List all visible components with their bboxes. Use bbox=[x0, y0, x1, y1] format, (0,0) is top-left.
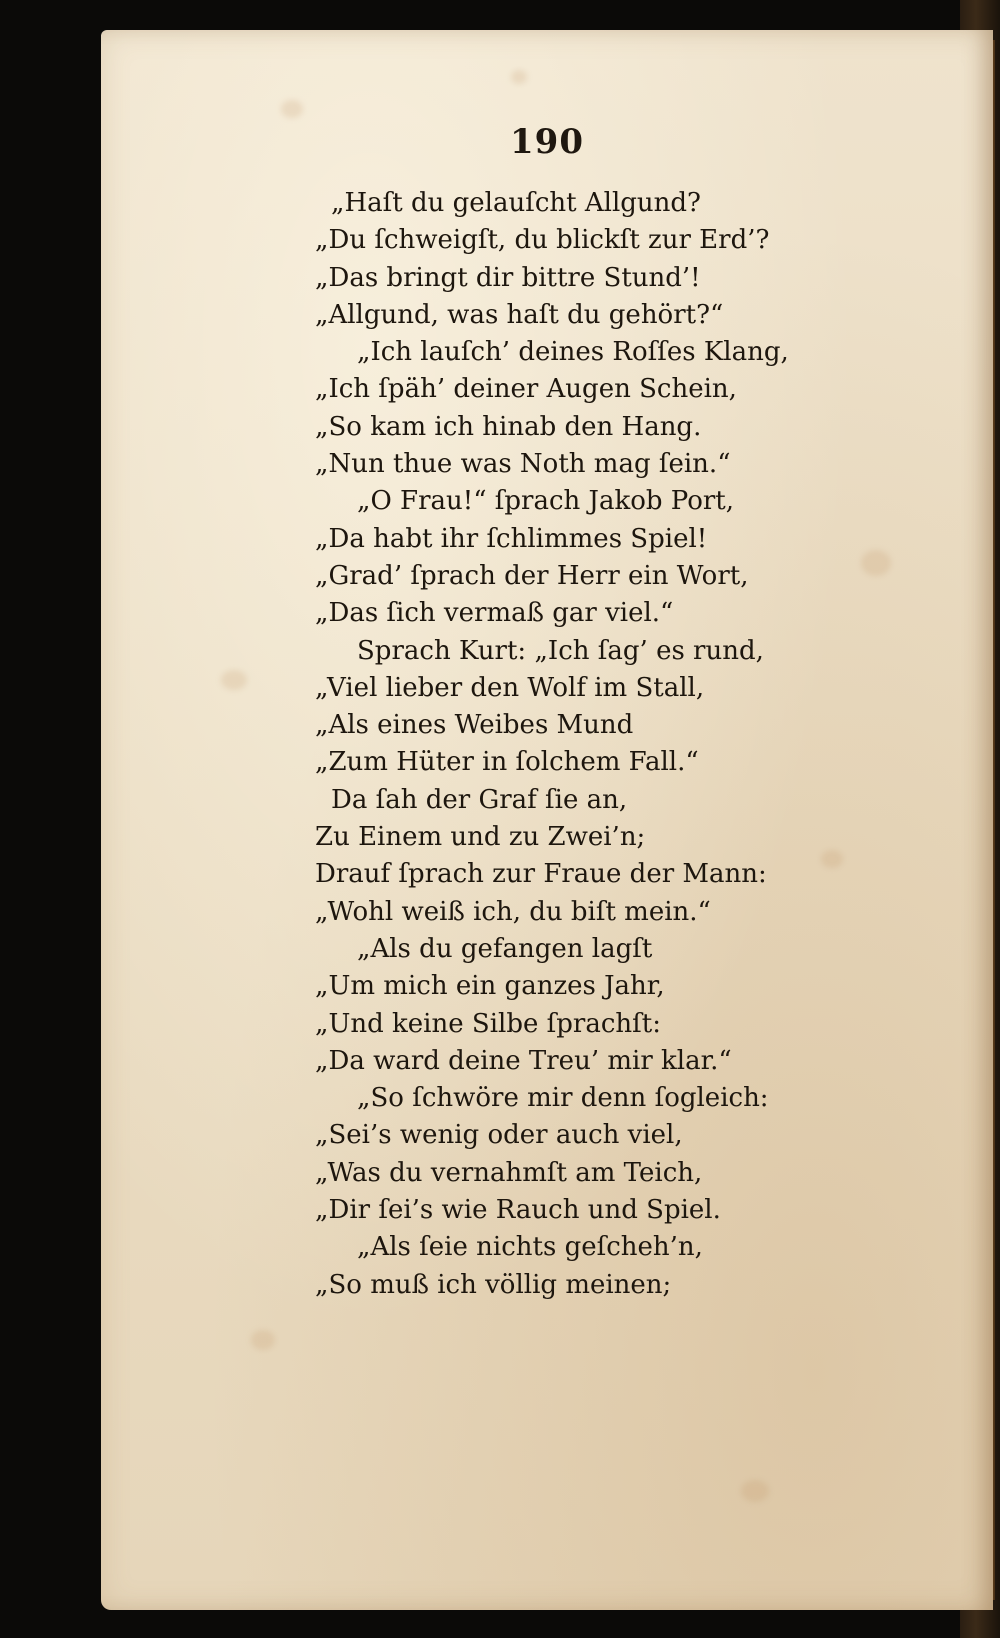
poem-line: „So kam ich hinab den Hang. bbox=[315, 411, 702, 442]
poem-line: „Das ſich vermaß gar viel.“ bbox=[315, 598, 674, 629]
poem-line: „Ich lauſch’ deines Roſſes Klang, bbox=[357, 337, 789, 368]
poem-line: Sprach Kurt: „Ich ſag’ es rund, bbox=[357, 635, 764, 666]
poem-line: Drauf ſprach zur Fraue der Mann: bbox=[315, 859, 767, 890]
poem-line: „Das bringt dir bittre Stund’! bbox=[315, 262, 701, 293]
poem-line: „Viel lieber den Wolf im Stall, bbox=[315, 672, 705, 703]
poem-line: „Haſt du gelauſcht Allgund? bbox=[331, 188, 701, 218]
poem-line: „Allgund, was haſt du gehört?“ bbox=[315, 299, 724, 330]
poem-line: „Was du vernahmſt am Teich, bbox=[315, 1157, 703, 1188]
poem-line: „Du ſchweigſt, du blickſt zur Erd’? bbox=[315, 225, 770, 256]
poem-line: „Sei’s wenig oder auch viel, bbox=[315, 1120, 683, 1151]
poem-line: „Zum Hüter in ſolchem Fall.“ bbox=[315, 747, 699, 778]
poem-line: „So muß ich völlig meinen; bbox=[315, 1269, 672, 1300]
foxing-spot bbox=[251, 1330, 275, 1350]
foxing-spot bbox=[281, 100, 303, 118]
poem-line: „Da ward deine Treu’ mir klar.“ bbox=[315, 1045, 732, 1076]
poem-line: Da ſah der Graf ſie an, bbox=[331, 784, 628, 815]
poem-line: „O Frau!“ ſprach Jakob Port, bbox=[357, 486, 735, 517]
poem-line: „So ſchwöre mir denn ſogleich: bbox=[357, 1083, 769, 1114]
poem-line: „Nun thue was Noth mag ſein.“ bbox=[315, 449, 731, 480]
poem-line: „Als du gefangen lagſt bbox=[357, 933, 653, 964]
poem-text bbox=[315, 185, 971, 1304]
poem-line: „Grad’ ſprach der Herr ein Wort, bbox=[315, 560, 749, 591]
poem-line: „Dir ſei’s wie Rauch und Spiel. bbox=[315, 1195, 721, 1226]
poem-line: „Wohl weiß ich, du biſt mein.“ bbox=[315, 896, 711, 927]
page-number: 190 bbox=[510, 122, 584, 162]
poem-line: „Als eines Weibes Mund bbox=[315, 710, 634, 741]
foxing-spot bbox=[221, 670, 247, 690]
poem-line: „Da habt ihr ſchlimmes Spiel! bbox=[315, 523, 708, 554]
foxing-spot bbox=[741, 1480, 769, 1502]
book-page bbox=[101, 30, 993, 1610]
foxing-spot bbox=[511, 70, 527, 84]
poem-line: Zu Einem und zu Zwei’n; bbox=[315, 822, 646, 853]
poem-line: „Als ſeie nichts geſcheh’n, bbox=[357, 1232, 703, 1263]
poem-line: „Und keine Silbe ſprachſt: bbox=[315, 1008, 661, 1039]
poem-line: „Um mich ein ganzes Jahr, bbox=[315, 971, 665, 1002]
poem-line: „Ich ſpäh’ deiner Augen Schein, bbox=[315, 374, 737, 405]
